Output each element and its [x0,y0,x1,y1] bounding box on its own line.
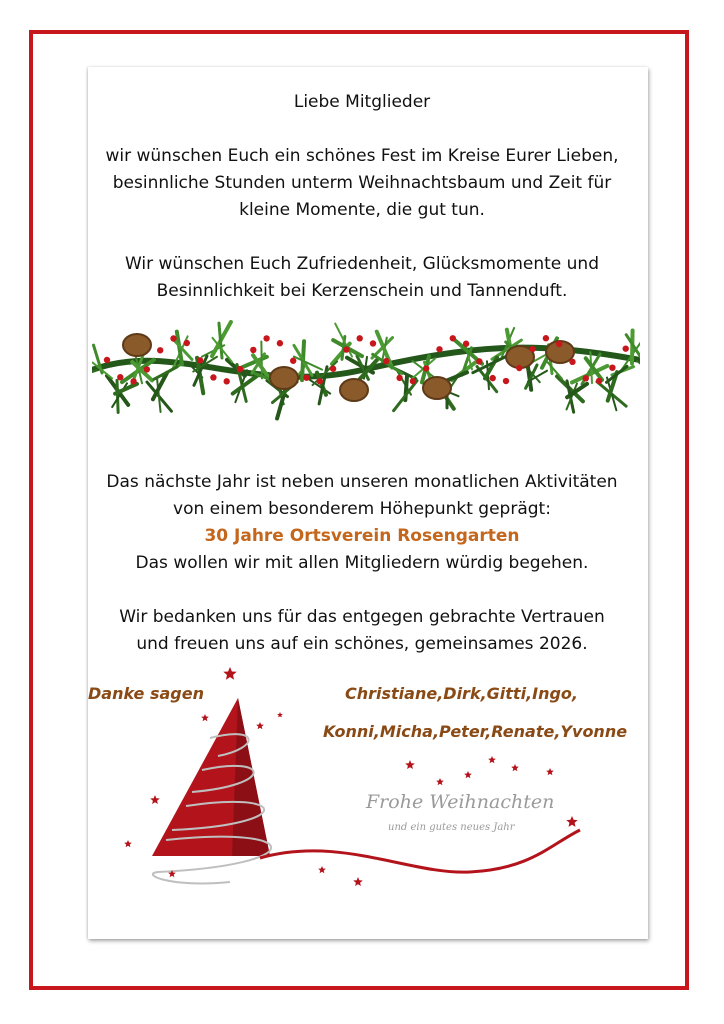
paragraph-next-year-line: von einem besonderem Höhepunkt geprägt: [173,499,551,519]
paragraph-thanks-line: und freuen uns auf ein schönes, gemeinsames 2026. [136,634,588,654]
paragraph-wishes-line: kleine Momente, die gut tun. [239,200,485,220]
anniversary-highlight: 30 Jahre Ortsverein Rosengarten [204,526,520,546]
signature-names-line: Konni,Micha,Peter,Renate,Yvonne [323,722,628,741]
paragraph-contentment-line: Besinnlichkeit bei Kerzenschein und Tannenduft. [156,281,568,301]
card-newyear-script: und ein gutes neues Jahr [388,822,515,833]
fir-garland-image [92,300,640,445]
paragraph-wishes-line: wir wünschen Euch ein schönes Fest im Kreise Eurer Lieben, [105,146,619,166]
paragraph-thanks-line: Wir bedanken uns für das entgegen gebrachte Vertrauen [119,607,605,627]
signature-names-line: Christiane,Dirk,Gitti,Ingo, [345,684,578,703]
paragraph-next-year-line: Das nächste Jahr ist neben unseren monatlichen Aktivitäten [106,472,618,492]
signature-label: Danke sagen [88,684,204,703]
paragraph-wishes-line: besinnliche Stunden unterm Weihnachtsbaum und Zeit für [112,173,612,193]
christmas-tree-illustration [110,660,610,905]
paragraph-contentment-line: Wir wünschen Euch Zufriedenheit, Glücksmomente und [124,254,600,274]
card-greeting-script: Frohe Weihnachten [366,791,555,813]
paragraph-celebrate-line: Das wollen wir mit allen Mitgliedern würdig begehen. [135,553,589,573]
greeting: Liebe Mitglieder [293,92,431,112]
